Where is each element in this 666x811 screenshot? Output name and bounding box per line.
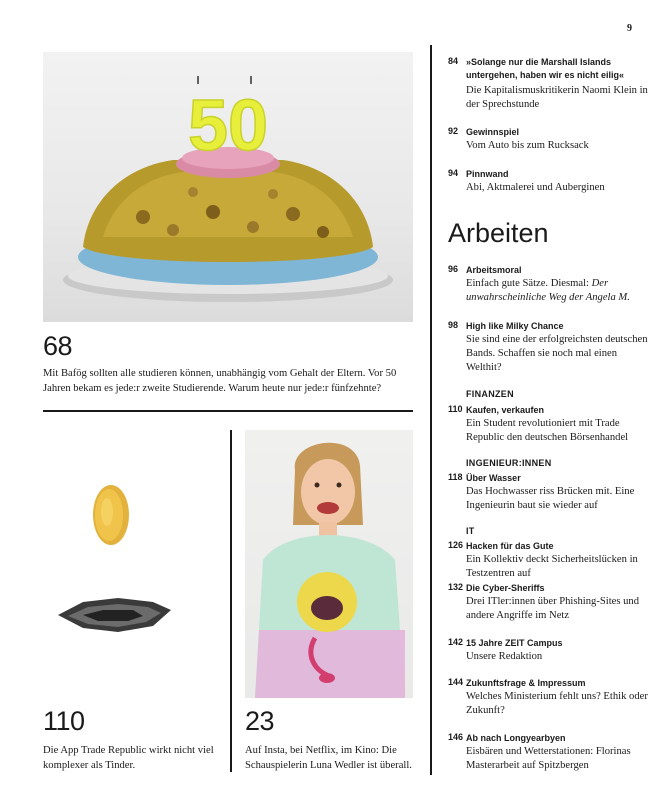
toc-description: Die Kapitalismuskritikerin Naomi Klein in der Sprechstunde: [466, 85, 648, 110]
toc-page-number: 146: [448, 732, 464, 742]
toc-title: 15 Jahre ZEIT Campus: [466, 638, 563, 648]
vertical-divider-lower: [230, 430, 232, 772]
toc-page-number: 118: [448, 472, 463, 482]
portrait-photo: [245, 430, 413, 698]
toc-page-number: 144: [448, 677, 464, 687]
vertical-divider-main: [430, 45, 432, 775]
toc-title: Die Cyber-Sheriffs: [466, 583, 545, 593]
toc-description: Eisbären und Wetterstationen: Florinas Masterarbeit auf Spitzbergen: [466, 746, 631, 771]
category-finanzen: FINANZEN: [466, 389, 514, 399]
toc-description: Abi, Aktmalerei und Auberginen: [466, 182, 605, 193]
feature-number-23: 23: [245, 706, 275, 736]
toc-description: Sie sind eine der erfolgreichsten deutschen Bands. Schaffen sie noch mal einen Welthit?: [466, 334, 648, 373]
feature-caption-110: Die App Trade Republic wirkt nicht viel komplexer als Tinder.: [43, 745, 214, 771]
feature-caption-68: Mit Bafög sollten alle studieren können, unabhängig vom Gehalt der Eltern. Vor 50 Jahren bekam es jede:r zweite Studierende. Warum heute nur jede:r fünfzehnte?: [43, 368, 397, 394]
toc-title: »Solange nur die Marshall Islands untergehen, haben wir es nicht eilig«: [466, 57, 625, 80]
coin-photo: [43, 430, 223, 705]
feature-number-110: 110: [43, 706, 85, 736]
toc-description: Einfach gute Sätze. Diesmal: Der unwahrscheinliche Weg der Angela M.: [466, 278, 630, 303]
cake-photo: [43, 52, 413, 322]
toc-title: Zukunftsfrage & Impressum: [466, 678, 586, 688]
toc-description: Das Hochwasser riss Brücken mit. Eine Ingenieurin baut sie wieder auf: [466, 486, 635, 511]
toc-title: Über Wasser: [466, 473, 521, 483]
toc-page-number: 96: [448, 264, 459, 274]
toc-page-number: 94: [448, 168, 459, 178]
coin-illustration: [43, 430, 223, 705]
horizontal-divider: [43, 410, 413, 412]
category-ingenieur: INGENIEUR:INNEN: [466, 458, 552, 468]
toc-description: Drei ITler:innen über Phishing-Sites und andere Angriffe im Netz: [466, 596, 640, 621]
toc-description: Unsere Redaktion: [466, 651, 543, 662]
toc-page-number: 92: [448, 126, 459, 136]
toc-page-number: 98: [448, 320, 459, 330]
toc-description: Ein Kollektiv deckt Sicherheitslücken in Testzentren auf: [466, 554, 638, 579]
toc-page-number: 142: [448, 637, 464, 647]
feature-caption-23: Auf Insta, bei Netflix, im Kino: Die Schauspielerin Luna Wedler ist überall.: [245, 745, 412, 771]
feature-number-68: 68: [43, 331, 73, 361]
toc-title: High like Milky Chance: [466, 321, 564, 331]
toc-title: Hacken für das Gute: [466, 541, 554, 551]
toc-description: Vom Auto bis zum Rucksack: [466, 140, 589, 151]
toc-description: Ein Student revolutioniert mit Trade Republic den deutschen Börsenhandel: [466, 418, 629, 443]
toc-title: Kaufen, verkaufen: [466, 405, 545, 415]
cake-candles: 50: [187, 86, 269, 166]
toc-page-number: 126: [448, 540, 464, 550]
category-it: IT: [466, 526, 475, 536]
section-title: Arbeiten: [448, 218, 549, 248]
portrait-illustration: [245, 430, 413, 698]
toc-page-number: 84: [448, 56, 459, 66]
cake-illustration: [43, 52, 413, 322]
toc-page-number: 110: [448, 404, 463, 414]
page-number: 9: [627, 23, 632, 34]
toc-page-number: 132: [448, 582, 464, 592]
toc-title: Arbeitsmoral: [466, 265, 522, 275]
toc-title: Gewinnspiel: [466, 127, 520, 137]
toc-description: Welches Ministerium fehlt uns? Ethik oder Zukunft?: [466, 691, 648, 716]
toc-title: Pinnwand: [466, 169, 509, 179]
toc-title: Ab nach Longyearbyen: [466, 733, 566, 743]
